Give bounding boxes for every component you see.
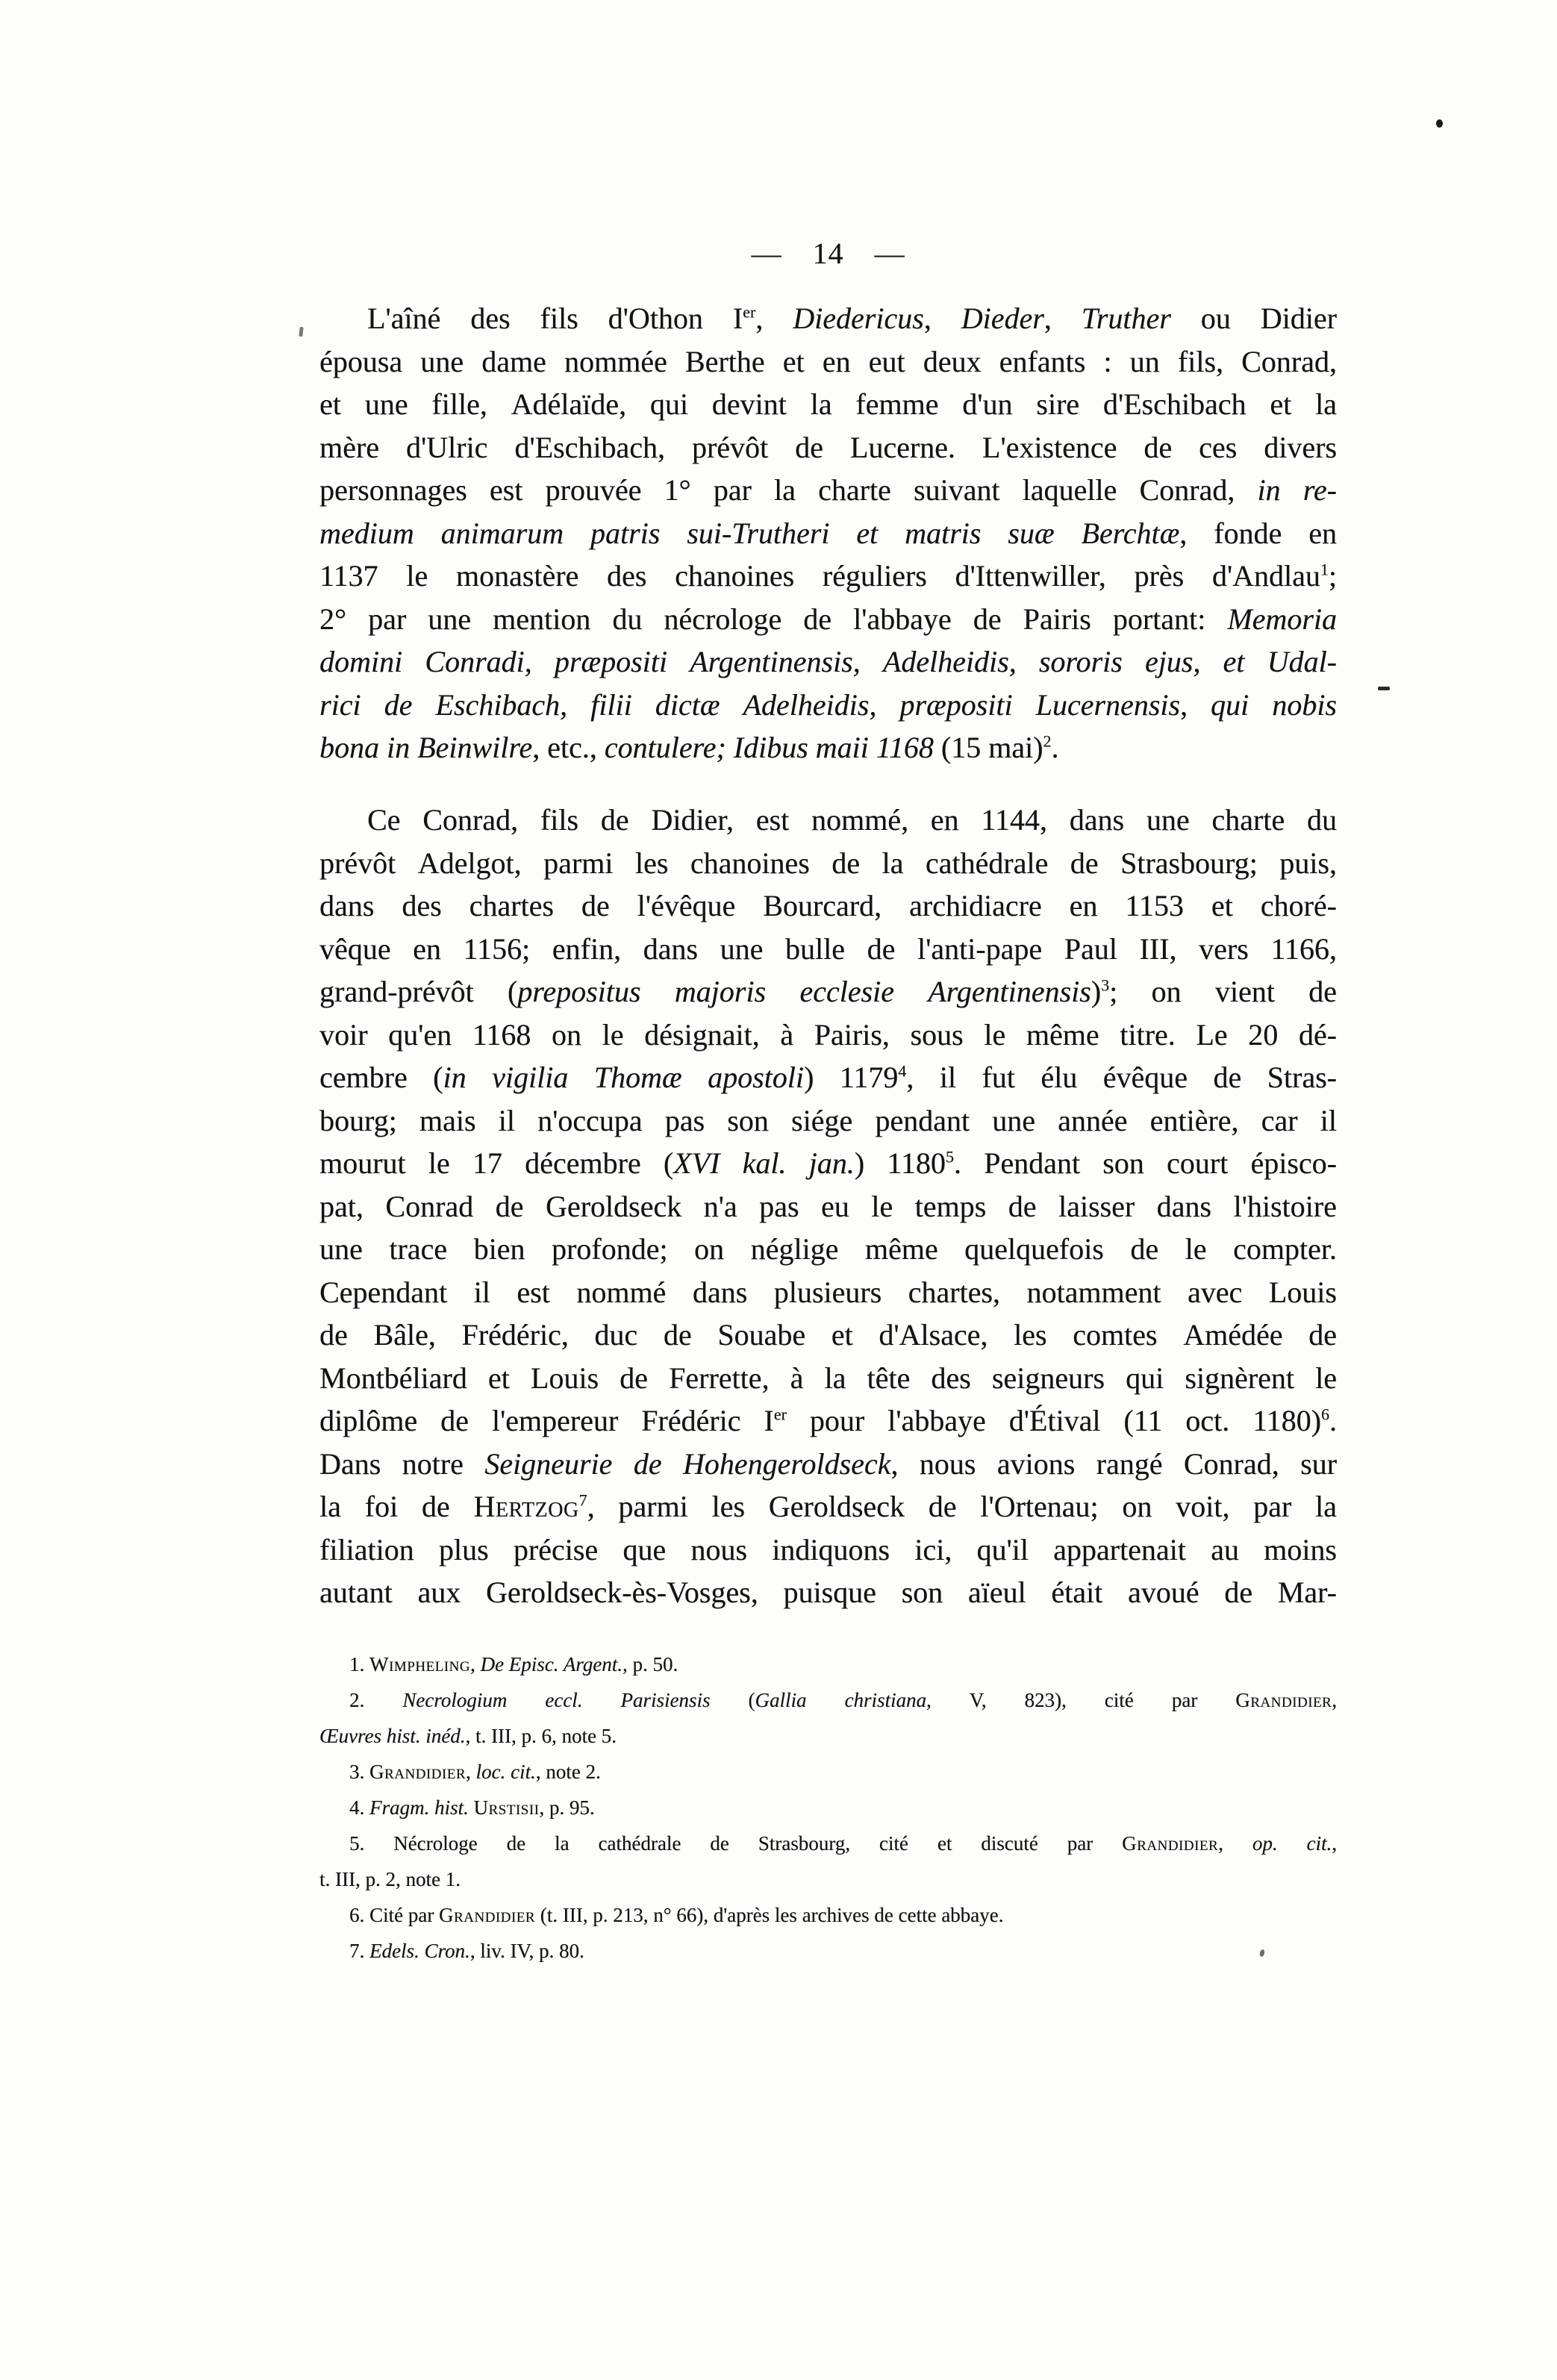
text-line: une trace bien profonde; on néglige même quelquefois de le compter.	[319, 1232, 1337, 1266]
text-line: t. III, p. 2, note 1.	[319, 1868, 461, 1890]
text-line: Montbéliard et Louis de Ferrette, à la tête des seigneurs qui signèrent le	[319, 1361, 1337, 1395]
text-line: 1. Wimpheling, De Episc. Argent., p. 50.	[349, 1653, 678, 1675]
text-line: cembre (in vigilia Thomæ apostoli) 1179$^4$, il fut élu évêque de Stras-	[319, 1061, 1337, 1094]
text-line: prévôt Adelgot, parmi les chanoines de la cathédrale de Strasbourg; puis,	[319, 846, 1337, 880]
text-line: 1137 le monastère des chanoines réguliers d'Ittenwiller, près d'Andlau$^1$;	[319, 559, 1337, 593]
text-line: Ce Conrad, fils de Didier, est nommé, en 1144, dans une charte du	[367, 803, 1337, 837]
text-line: domini Conradi, præpositi Argentinensis, Adelheidis, sororis ejus, et Udal-	[319, 645, 1337, 678]
ink-speck	[1378, 687, 1390, 690]
text-line: medium animarum patris sui-Trutheri et matris suæ Berchtæ, fonde en	[319, 516, 1337, 550]
text-line: personnages est prouvée 1° par la charte suivant laquelle Conrad, in re-	[319, 473, 1337, 507]
text-line: 6. Cité par Grandidier (t. III, p. 213, n° 66), d'après les archives de cette abbaye.	[349, 1904, 1004, 1926]
text-line: grand-prévôt (prepositus majoris ecclesie Argentinensis)$^3$; on vient de	[319, 975, 1337, 1008]
text-line: de Bâle, Frédéric, duc de Souabe et d'Alsace, les comtes Amédée de	[319, 1318, 1337, 1352]
text-line: dans des chartes de l'évêque Bourcard, archidiacre en 1153 et choré-	[319, 889, 1337, 922]
text-line: filiation plus précise que nous indiquons ici, qu'il appartenait au moins	[319, 1532, 1337, 1567]
text-line: Cependant il est nommé dans plusieurs chartes, notamment avec Louis	[319, 1275, 1337, 1309]
text-line: 2. Necrologium eccl. Parisiensis (Gallia christiana, V, 823), cité par Grandidier,	[349, 1689, 1337, 1711]
text-line: 5. Nécrologe de la cathédrale de Strasbourg, cité et discuté par Grandidier, op. cit.,	[349, 1832, 1337, 1855]
text-line: et une fille, Adélaïde, qui devint la femme d'un sire d'Eschibach et la	[319, 387, 1337, 421]
text-line: diplôme de l'empereur Frédéric Ier pour l'abbaye d'Étival (11 oct. 1180)$^6$.	[319, 1404, 1337, 1437]
text-line: bona in Beinwilre, etc., contulere; Idibus maii 1168 (15 mai)$^2$.	[319, 731, 1059, 764]
text-line: bourg; mais il n'occupa pas son siége pendant une année entière, car il	[319, 1103, 1337, 1137]
text-line: mourut le 17 décembre (XVI kal. jan.) 1180$^5$. Pendant son court épisco-	[319, 1146, 1337, 1180]
text-line: rici de Eschibach, filii dictæ Adelheidis, præpositi Lucernensis, qui nobis	[319, 687, 1337, 722]
ink-speck	[1436, 119, 1443, 128]
text-line: vêque en 1156; enfin, dans une bulle de l'anti-pape Paul III, vers 1166,	[319, 931, 1337, 966]
text-line: épousa une dame nommée Berthe et en eut deux enfants : un fils, Conrad,	[319, 344, 1337, 378]
text-line: Dans notre Seigneurie de Hohengeroldseck, nous avions rangé Conrad, sur	[319, 1446, 1337, 1481]
text-line: 3. Grandidier, loc. cit., note 2.	[349, 1761, 601, 1783]
text-line: L'aîné des fils d'Othon Ier, Diedericus, Dieder, Truther ou Didier	[367, 302, 1337, 335]
text-line: pat, Conrad de Geroldseck n'a pas eu le temps de laisser dans l'histoire	[319, 1189, 1337, 1223]
page-number: — 14 —	[751, 237, 905, 270]
text-line: 4. Fragm. hist. Urstisii, p. 95.	[349, 1796, 595, 1819]
text-line: autant aux Geroldseck-ès-Vosges, puisque son aïeul était avoué de Mar-	[319, 1575, 1337, 1609]
paragraph-1	[319, 297, 1337, 769]
paragraph-2	[319, 799, 1337, 1614]
footnotes-block	[319, 1646, 1337, 1969]
text-line: 7. Edels. Cron., liv. IV, p. 80.	[349, 1940, 584, 1962]
text-line: voir qu'en 1168 on le désignait, à Pairis, sous le même titre. Le 20 dé-	[319, 1017, 1337, 1052]
text-line: mère d'Ulric d'Eschibach, prévôt de Lucerne. L'existence de ces divers	[319, 430, 1337, 464]
ink-speck	[299, 327, 303, 337]
text-line: 2° par une mention du nécrologe de l'abbaye de Pairis portant: Memoria	[319, 602, 1337, 636]
text-line: Œuvres hist. inéd., t. III, p. 6, note 5.	[319, 1725, 617, 1747]
text-line: la foi de Hertzog$^7$, parmi les Geroldseck de l'Ortenau; on voit, par la	[319, 1490, 1337, 1523]
